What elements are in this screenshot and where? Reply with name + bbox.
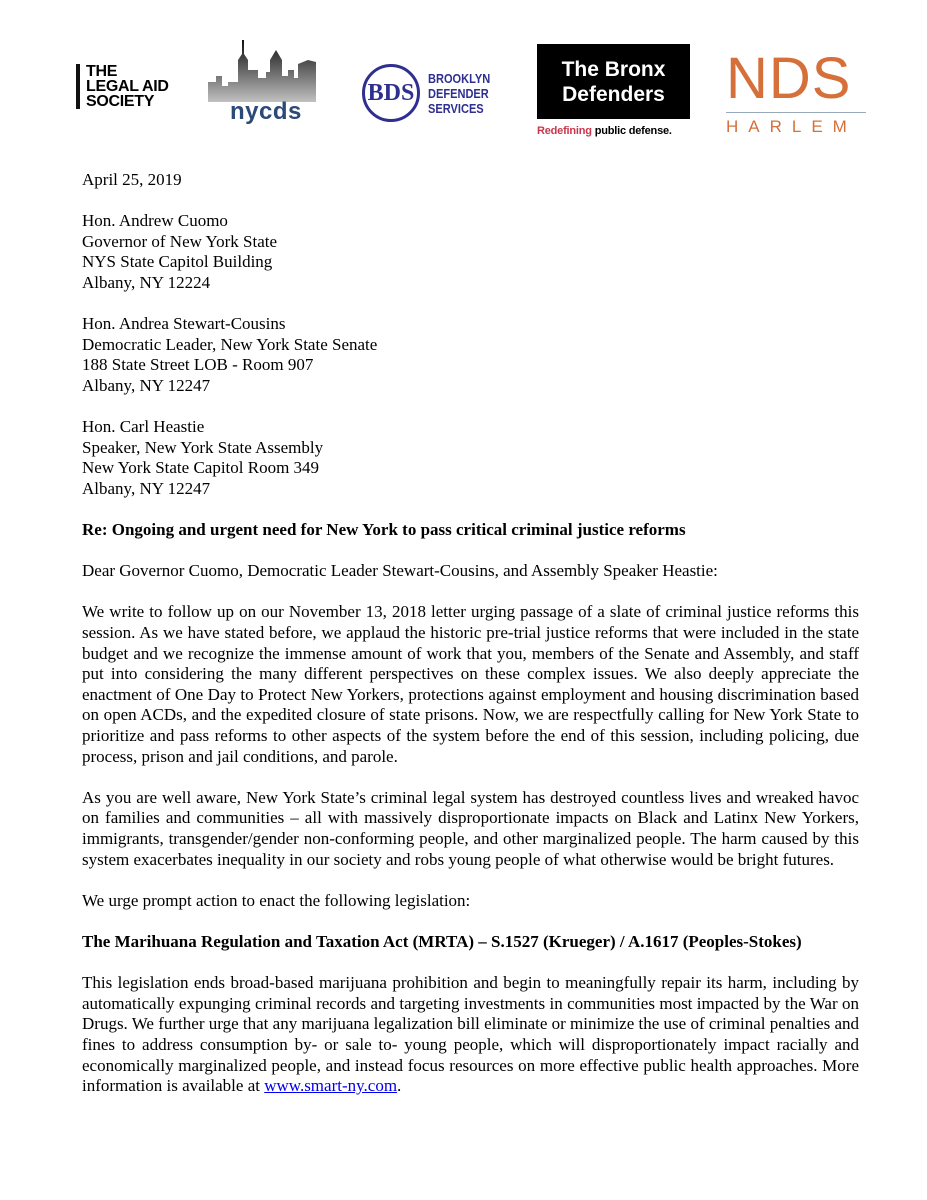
letter-body: [82, 170, 859, 1117]
logo-text: SOCIETY: [86, 93, 155, 110]
logo-text: nycds: [230, 98, 302, 125]
salutation: Dear Governor Cuomo, Democratic Leader Stewart-Cousins, and Assembly Speaker Heastie:: [82, 561, 718, 581]
address-line: Democratic Leader, New York State Senate: [82, 334, 378, 354]
address-line: Governor of New York State: [82, 231, 278, 251]
logo-text: SERVICES: [428, 100, 484, 116]
nds-harlem-logo: [726, 46, 866, 137]
legal-aid-society-logo: [76, 64, 169, 109]
logo-text: DEFENDER: [428, 85, 489, 101]
smart-ny-link[interactable]: www.smart-ny.com: [264, 1076, 398, 1096]
subject-line: Re: Ongoing and urgent need for New York to pass critical criminal justice reforms: [82, 520, 686, 540]
address-line: 188 State Street LOB - Room 907: [82, 355, 314, 375]
address-line: New York State Capitol Room 349: [82, 458, 320, 478]
address-line: Albany, NY 12224: [82, 272, 211, 292]
paragraph: [82, 973, 859, 1097]
address-line: Albany, NY 12247: [82, 375, 211, 395]
nycds-logo: [208, 40, 336, 130]
logo-tagline: public defense.: [591, 125, 672, 137]
letter-date: April 25, 2019: [82, 170, 182, 189]
address-line: Albany, NY 12247: [82, 478, 211, 498]
paragraph-text: This legislation ends broad-based marijuana prohibition and begin to meaningfully repair its harm, including by automatically expunging criminal records and targeting investments in communities most impacted by the War on Drugs. We further urge that any marijuana legalization bill eliminate or minimize the use of criminal penalties and fines to address consumption by- or sale to- young people, which will disproportionately impact racially and economically marginalized people, and instead focus resources on more effective public health approaches. More information is available at: [82, 973, 859, 1096]
paragraph: As you are well aware, New York State’s criminal legal system has destroyed countless lives and wreaked havoc on families and communities – all with massively disproportionate impacts on Black and Latinx New Yorkers, immigrants, transgender/gender non-conforming people, and other marginalized people. The harm caused by this system exacerbates inequality in our society and robs young people of what otherwise would be bright futures.: [82, 787, 859, 869]
logo-text: THE: [86, 63, 118, 80]
logo-tagline: Redefining: [537, 125, 592, 137]
recipient-address: [82, 417, 859, 499]
section-heading: The Marihuana Regulation and Taxation Act (MRTA) – S.1527 (Krueger) / A.1617 (Peoples-Stokes): [82, 931, 802, 951]
paragraph: We urge prompt action to enact the following legislation:: [82, 890, 471, 910]
address-line: NYS State Capitol Building: [82, 252, 273, 272]
logo-text: Defenders: [562, 82, 665, 106]
address-line: Speaker, New York State Assembly: [82, 437, 324, 457]
address-line: Hon. Carl Heastie: [82, 417, 205, 437]
skyline-icon: [208, 40, 336, 102]
paragraph-text: .: [397, 1076, 402, 1096]
paragraph: We write to follow up on our November 13, 2018 letter urging passage of a slate of criminal justice reforms this session. As we have stated before, we applaud the historic pre-trial justice reforms that were included in the state budget and we recognize the immense amount of work that you, members of the Senate and Assembly, and staff put into considering the many different perspectives on these complex issues. We also deeply appreciate the enactment of One Day to Protect New Yorkers, protections against employment and housing discrimination based on open ACDs, and the expedited closure of state prisons. Now, we are respectfully calling for New York State to prioritize and pass reforms to other aspects of the system before the end of this session, including policing, due process, prison and jail conditions, and parole.: [82, 602, 859, 766]
address-line: Hon. Andrew Cuomo: [82, 211, 228, 231]
recipient-address: [82, 314, 859, 396]
logo-text: LEGAL AID: [86, 78, 169, 95]
address-line: Hon. Andrea Stewart-Cousins: [82, 314, 286, 334]
brooklyn-defender-services-logo: [362, 64, 501, 122]
bds-seal-icon: [362, 64, 420, 122]
bronx-defenders-logo: [537, 44, 690, 137]
logo-text: BDS: [367, 79, 415, 106]
recipient-address: [82, 211, 859, 293]
letterhead-logos: [0, 40, 927, 150]
logo-text: BROOKLYN: [428, 70, 491, 86]
logo-text: HARLEM: [726, 117, 857, 136]
logo-text: NDS: [726, 46, 852, 111]
logo-text: The Bronx: [561, 57, 666, 81]
